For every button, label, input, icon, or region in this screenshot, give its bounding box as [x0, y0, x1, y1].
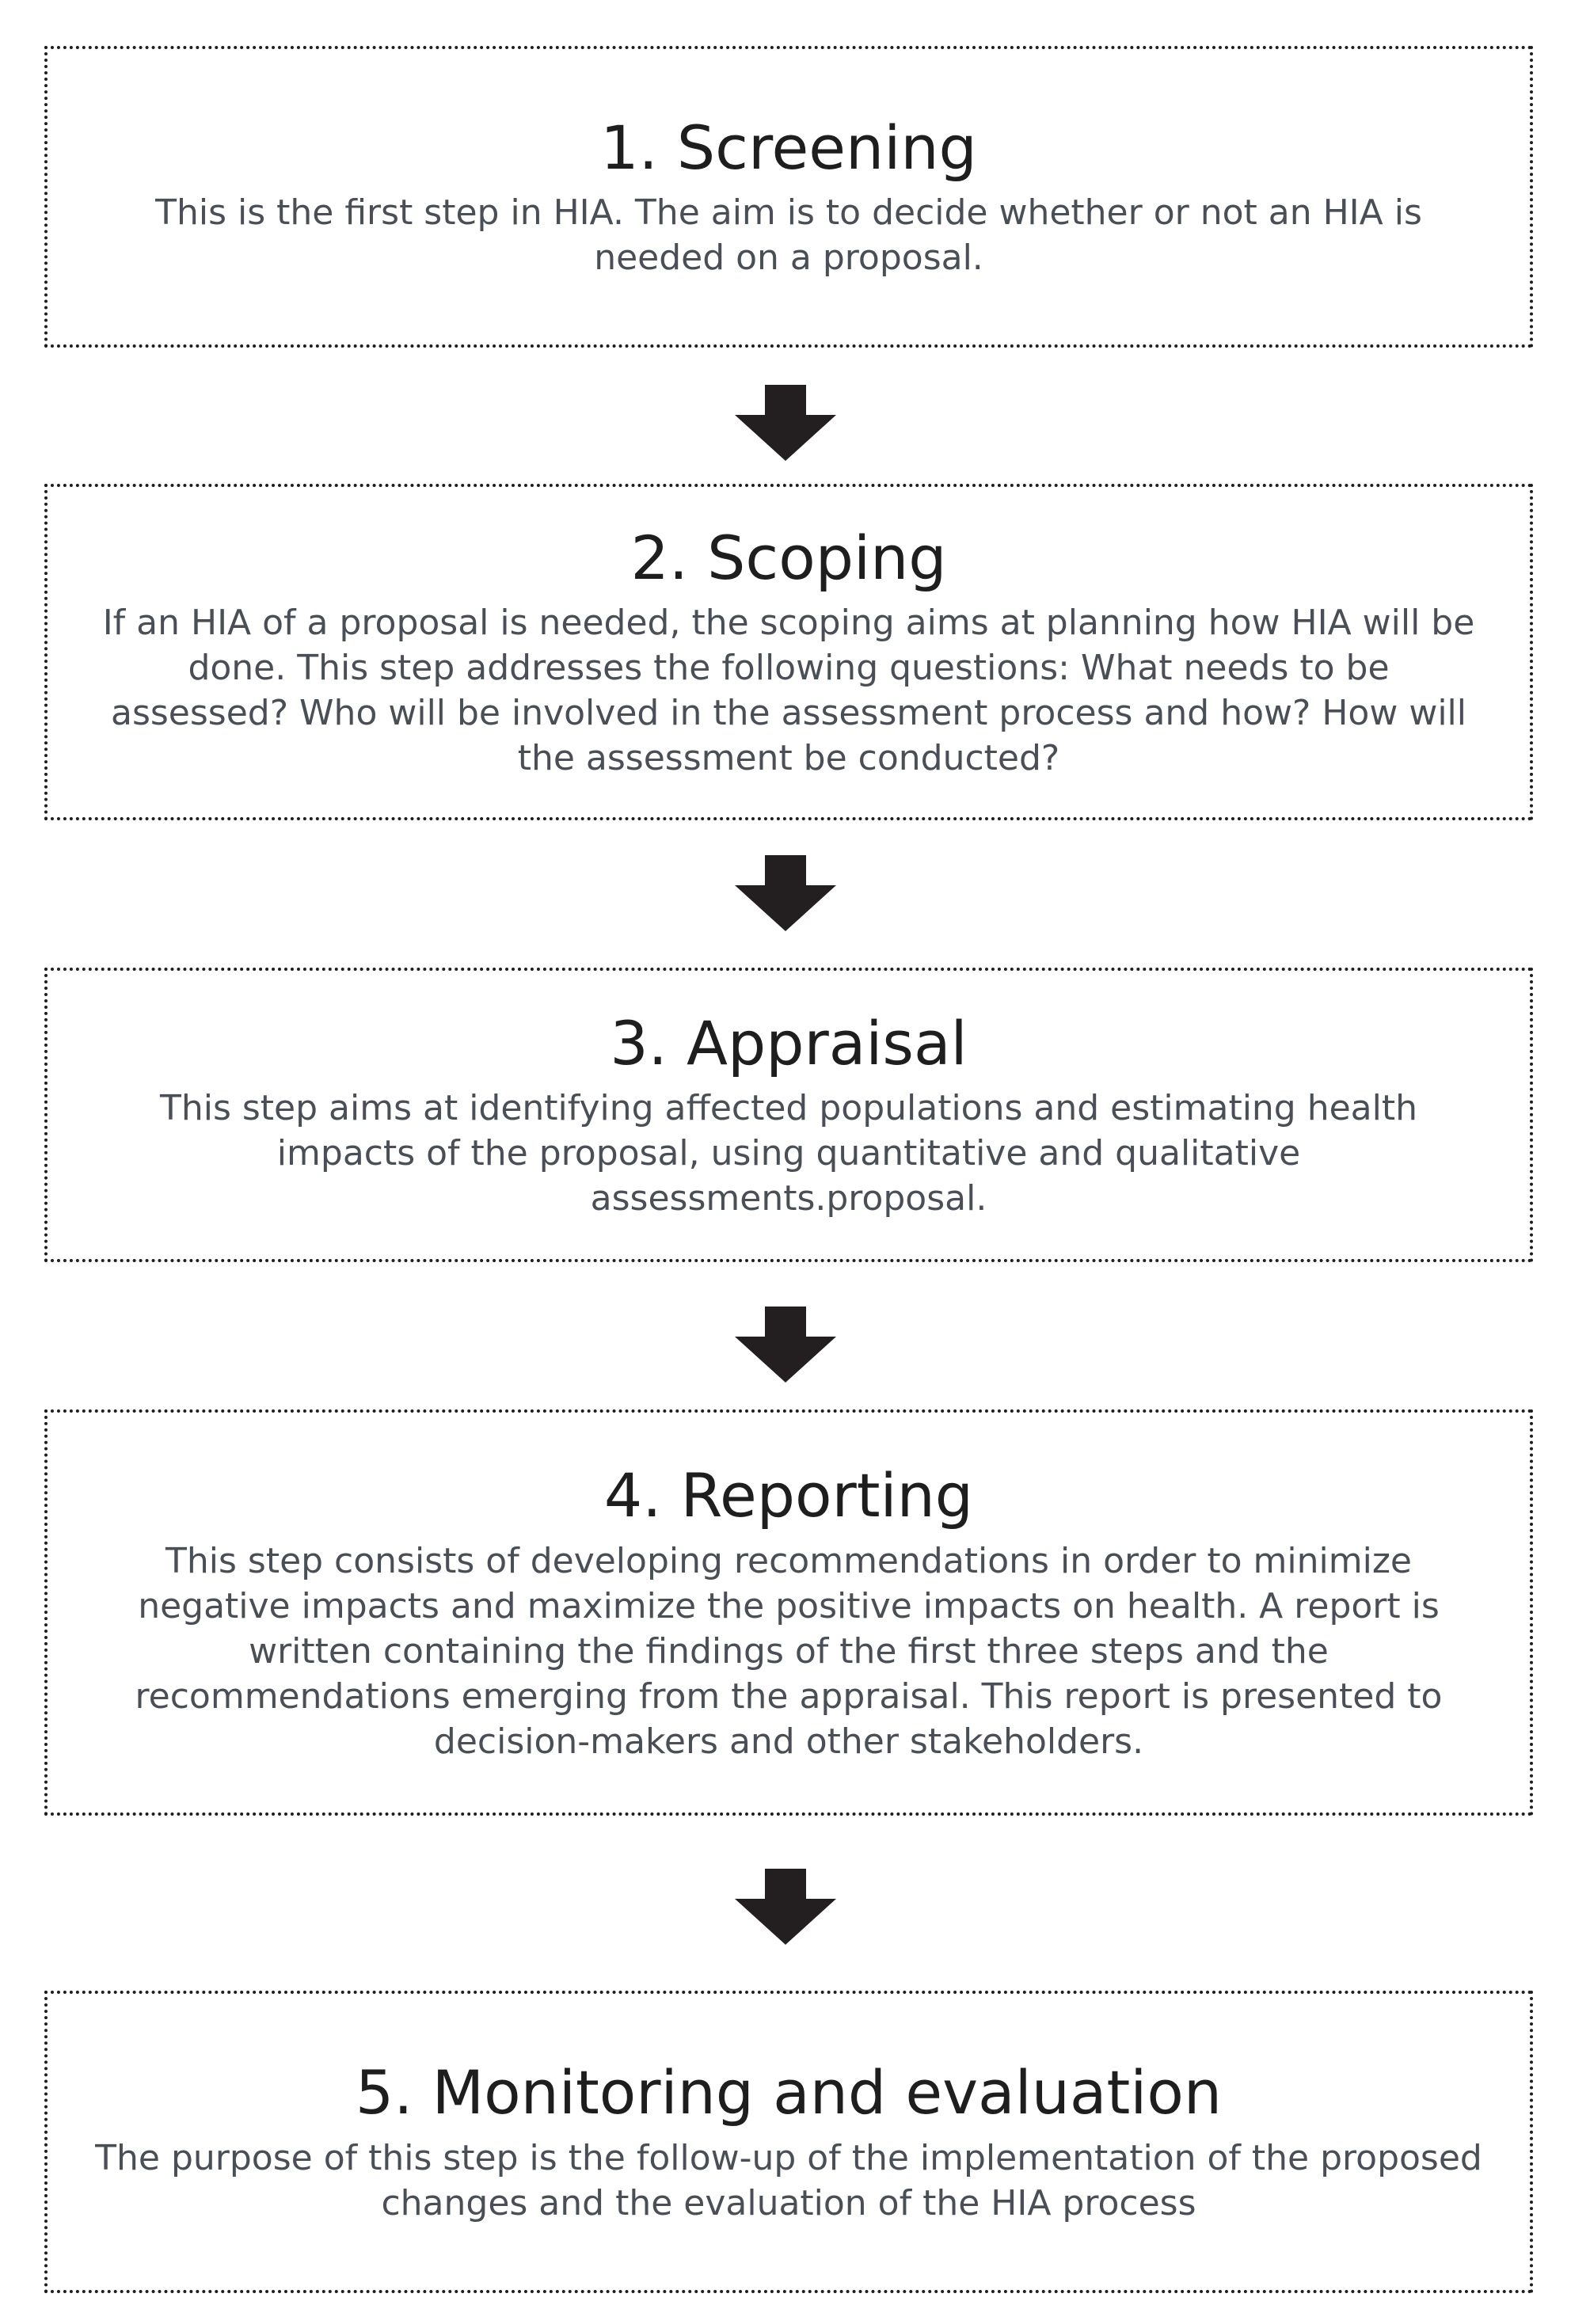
- step-box-appraisal: [44, 968, 1533, 1262]
- down-arrow-icon: [735, 385, 836, 461]
- step-description-monitoring-evaluation: The purpose of this step is the follow-up of the implementation of the proposed changes and the evaluation of the HIA process: [95, 2137, 1482, 2223]
- step-description-reporting: This step consists of developing recommendations in order to minimize negative impacts and maximize the positive impacts on health. A report is written containing the findings of the first three steps and the recommendations emerging from the appraisal. This report is presented to decision-makers and other stakeholders.: [135, 1540, 1443, 1762]
- step-title-reporting: 4. Reporting: [603, 1460, 974, 1531]
- step-title-monitoring-evaluation: 5. Monitoring and evaluation: [355, 2057, 1223, 2128]
- step-title-screening: 1. Screening: [600, 112, 977, 183]
- step-description-appraisal: This step aims at identifying affected populations and estimating health impacts of the proposal, using quantitative and qualitative assessments.proposal.: [159, 1088, 1418, 1219]
- step-description-scoping: If an HIA of a proposal is needed, the scoping aims at planning how HIA will be done. This step addresses the following questions: What needs to be assessed? Who will be involved in the assessment process and how? How will the assessment be conducted?: [102, 603, 1475, 779]
- step-box-reporting: [44, 1409, 1533, 1816]
- down-arrow-icon: [735, 855, 836, 931]
- step-title-appraisal: 3. Appraisal: [610, 1007, 968, 1078]
- step-box-scoping: [44, 484, 1533, 820]
- down-arrow-icon: [735, 1307, 836, 1383]
- step-box-monitoring-evaluation: [44, 1991, 1533, 2293]
- step-box-screening: [44, 46, 1533, 348]
- down-arrow-icon: [735, 1869, 836, 1945]
- step-title-scoping: 2. Scoping: [630, 522, 947, 593]
- step-description-screening: This is the first step in HIA. The aim is to decide whether or not an HIA is needed on a proposal.: [155, 192, 1422, 279]
